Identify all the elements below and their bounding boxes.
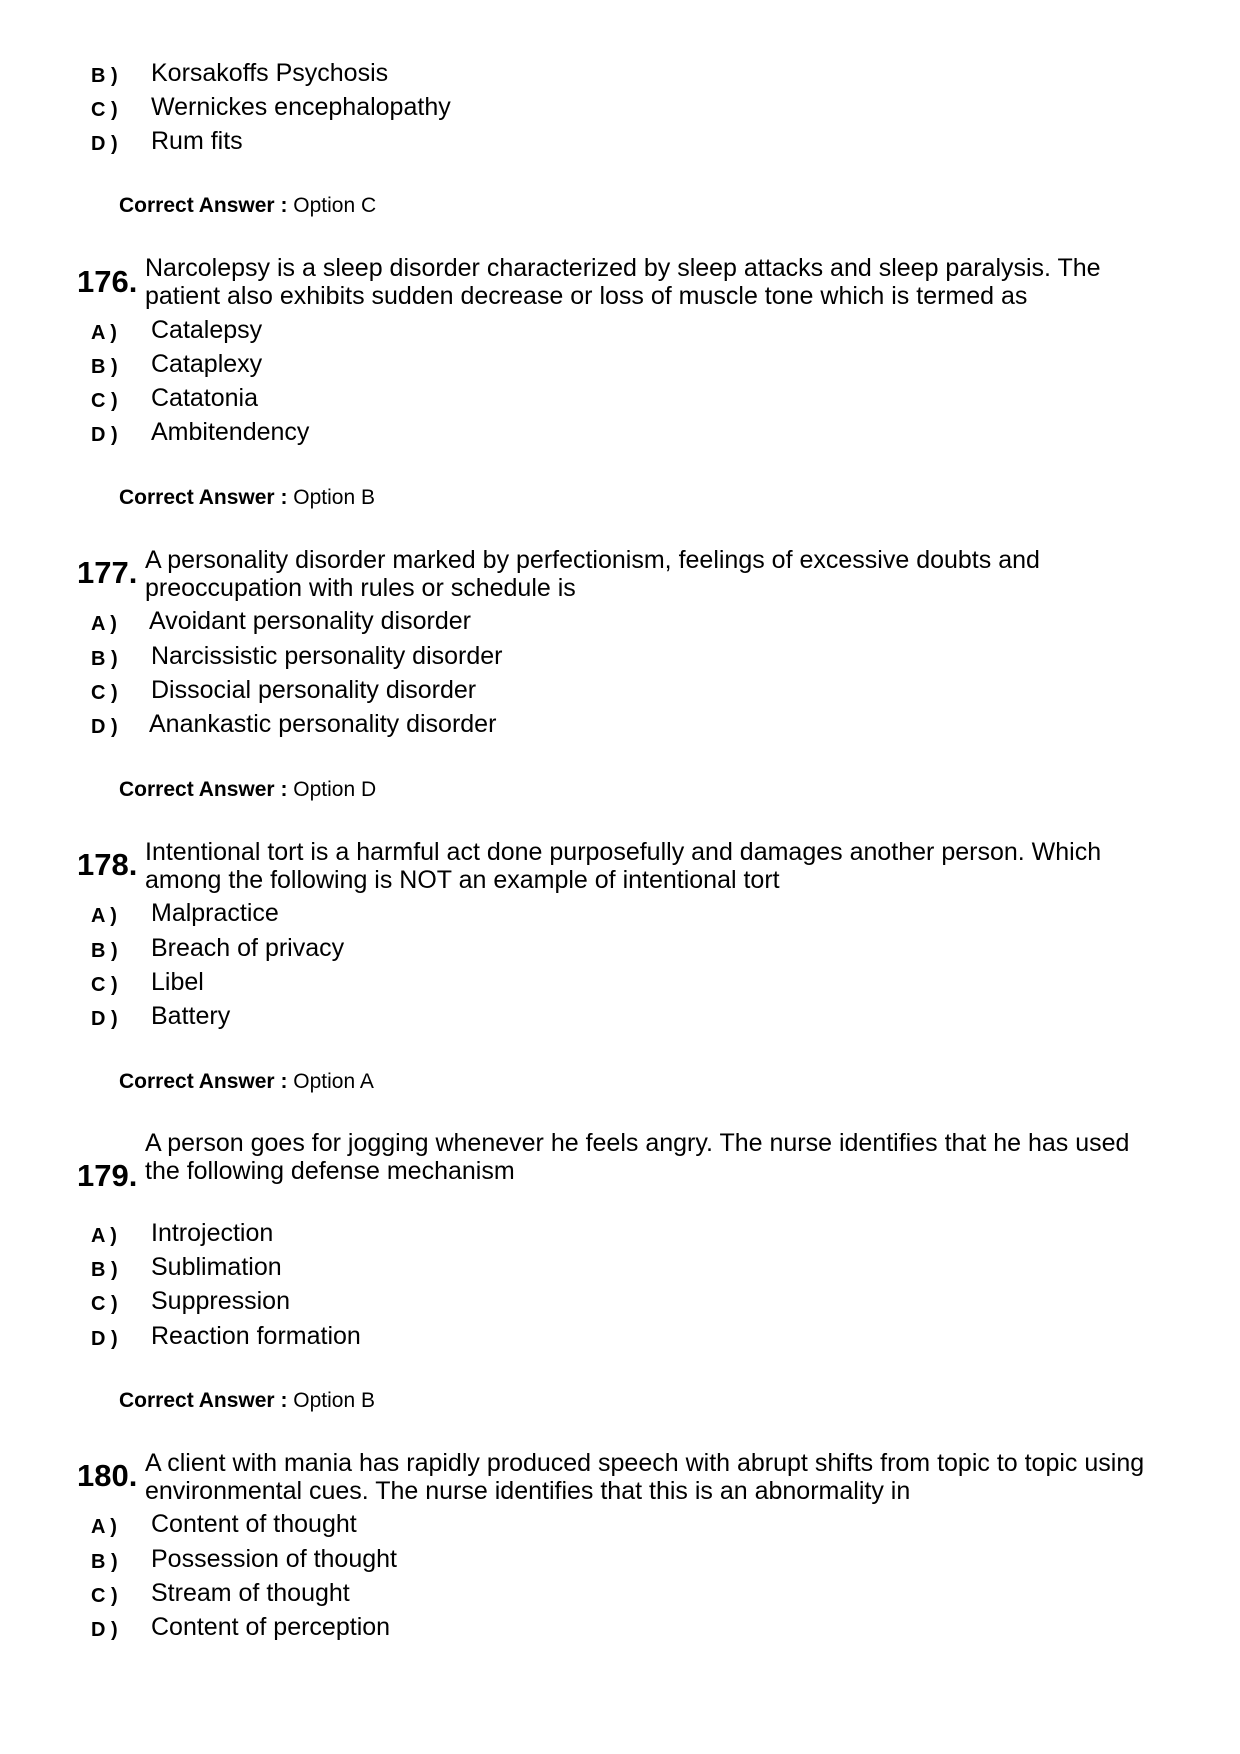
- option-letter: B ): [91, 648, 118, 670]
- question-text-line: among the following is NOT an example of intentional tort: [145, 866, 780, 894]
- option-letter: C ): [91, 1293, 118, 1315]
- question-number: 180.: [77, 1458, 138, 1493]
- option-text: Wernickes encephalopathy: [151, 93, 451, 121]
- correct-answer-value: Option A: [293, 1070, 374, 1093]
- option-letter: D ): [91, 1619, 118, 1641]
- option-text: Content of perception: [151, 1613, 391, 1641]
- correct-answer-value: Option B: [293, 486, 375, 509]
- option-letter: B ): [91, 65, 118, 87]
- option-letter: C ): [91, 390, 118, 412]
- correct-answer-label: Correct Answer :: [119, 194, 288, 217]
- option-text: Malpractice: [151, 899, 279, 927]
- question-text-line: the following defense mechanism: [145, 1157, 515, 1185]
- option-letter: A ): [91, 905, 117, 927]
- option-letter: D ): [91, 133, 118, 155]
- option-letter: D ): [91, 424, 118, 446]
- option-text: Stream of thought: [151, 1579, 350, 1607]
- correct-answer-value: Option C: [293, 194, 377, 217]
- question-text-line: A person goes for jogging whenever he feels angry. The nurse identifies that he has used: [145, 1129, 1130, 1157]
- question-number: 176.: [77, 264, 138, 299]
- correct-answer: [119, 194, 376, 218]
- question-text-line: Narcolepsy is a sleep disorder characterized by sleep attacks and sleep paralysis. The: [145, 254, 1101, 282]
- option-text: Sublimation: [151, 1253, 282, 1281]
- option-letter: C ): [91, 1585, 118, 1607]
- option-letter: B ): [91, 940, 118, 962]
- correct-answer: [119, 1389, 375, 1413]
- correct-answer-value: Option B: [293, 1389, 375, 1412]
- option-text: Catatonia: [151, 384, 259, 412]
- option-letter: B ): [91, 356, 118, 378]
- question-number: 178.: [77, 847, 138, 882]
- question-text-line: Intentional tort is a harmful act done purposefully and damages another person. Which: [145, 838, 1102, 866]
- option-letter: C ): [91, 682, 118, 704]
- option-text: Ambitendency: [151, 418, 310, 446]
- option-letter: B ): [91, 1259, 118, 1281]
- option-letter: C ): [91, 99, 118, 121]
- correct-answer-label: Correct Answer :: [119, 486, 288, 509]
- question-text-line: A personality disorder marked by perfectionism, feelings of excessive doubts and: [145, 546, 1040, 574]
- option-text: Korsakoffs Psychosis: [151, 59, 389, 87]
- question-text-line: preoccupation with rules or schedule is: [145, 574, 576, 602]
- option-letter: D ): [91, 716, 118, 738]
- correct-answer: [119, 486, 375, 510]
- option-text: Battery: [151, 1002, 231, 1030]
- question-number: 179.: [77, 1158, 138, 1193]
- option-text: Possession of thought: [151, 1545, 397, 1573]
- option-text: Narcissistic personality disorder: [151, 642, 503, 670]
- correct-answer-label: Correct Answer :: [119, 778, 288, 801]
- option-text: Rum fits: [151, 127, 243, 155]
- option-letter: A ): [91, 1225, 117, 1247]
- option-text: Avoidant personality disorder: [149, 607, 471, 635]
- option-letter: D ): [91, 1328, 118, 1350]
- option-text: Dissocial personality disorder: [151, 676, 477, 704]
- option-letter: D ): [91, 1008, 118, 1030]
- option-text: Libel: [151, 968, 204, 996]
- option-text: Introjection: [151, 1219, 274, 1247]
- question-text-line: environmental cues. The nurse identifies that this is an abnormality in: [145, 1477, 911, 1505]
- option-letter: A ): [91, 1516, 117, 1538]
- option-text: Suppression: [151, 1287, 290, 1315]
- option-text: Reaction formation: [151, 1322, 361, 1350]
- option-text: Content of thought: [151, 1510, 357, 1538]
- correct-answer-label: Correct Answer :: [119, 1389, 288, 1412]
- option-letter: A ): [91, 613, 117, 635]
- question-number: 177.: [77, 555, 138, 590]
- option-text: Anankastic personality disorder: [149, 710, 497, 738]
- option-text: Breach of privacy: [151, 934, 345, 962]
- option-letter: B ): [91, 1551, 118, 1573]
- correct-answer-value: Option D: [293, 778, 377, 801]
- option-text: Cataplexy: [151, 350, 263, 378]
- correct-answer: [119, 778, 376, 802]
- question-text-line: A client with mania has rapidly produced speech with abrupt shifts from topic to topic using: [145, 1449, 1145, 1477]
- correct-answer-label: Correct Answer :: [119, 1070, 288, 1093]
- option-text: Catalepsy: [151, 316, 263, 344]
- question-text-line: patient also exhibits sudden decrease or loss of muscle tone which is termed as: [145, 282, 1028, 310]
- correct-answer: [119, 1070, 374, 1094]
- option-letter: C ): [91, 974, 118, 996]
- option-letter: A ): [91, 322, 117, 344]
